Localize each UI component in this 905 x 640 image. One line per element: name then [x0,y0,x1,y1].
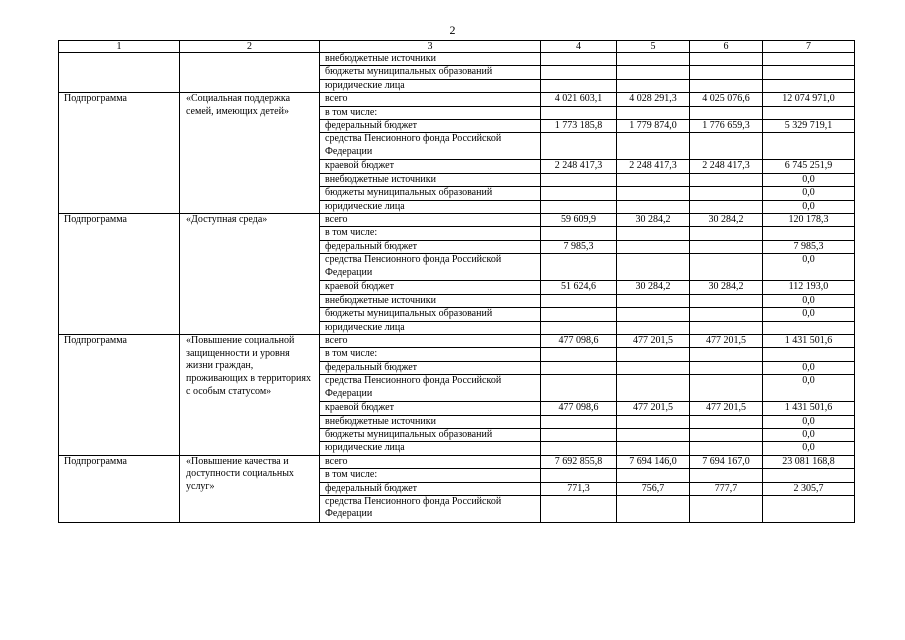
year2-value-cell [617,106,690,119]
header-row [59,41,855,53]
year1-value-cell [541,495,617,522]
year1-value-cell [541,308,617,321]
funding-source-cell: средства Пенсионного фонда Российской Федерации [320,254,541,281]
page-number: 2 [449,23,456,37]
total-value-cell: 0,0 [763,200,855,213]
year3-value-cell: 2 248 417,3 [690,160,763,173]
year1-value-cell: 51 624,6 [541,281,617,294]
year2-value-cell [617,428,690,441]
year3-value-cell [690,308,763,321]
header-cell: 6 [690,41,763,53]
year1-value-cell [541,79,617,92]
funding-source-cell: бюджеты муниципальных образований [320,428,541,441]
year1-value-cell [541,469,617,482]
year2-value-cell [617,200,690,213]
year3-value-cell [690,133,763,160]
subprogram-type-cell: Подпрограмма [59,214,180,335]
year2-value-cell: 2 248 417,3 [617,160,690,173]
total-value-cell [763,321,855,334]
year2-value-cell [617,53,690,66]
funding-source-cell: внебюджетные источники [320,294,541,307]
funding-source-cell: бюджеты муниципальных образований [320,187,541,200]
subprogram-type-cell [59,79,180,92]
year2-value-cell [617,227,690,240]
header-cell: 7 [763,41,855,53]
year1-value-cell [541,348,617,361]
header-cell: 4 [541,41,617,53]
funding-source-cell: всего [320,455,541,468]
funding-source-cell: всего [320,334,541,347]
funding-source-cell: краевой бюджет [320,402,541,415]
year1-value-cell [541,361,617,374]
total-value-cell [763,66,855,79]
funding-source-cell: внебюджетные источники [320,53,541,66]
total-value-cell [763,79,855,92]
funding-source-cell: всего [320,93,541,106]
year1-value-cell [541,428,617,441]
year2-value-cell: 477 201,5 [617,334,690,347]
total-value-cell: 0,0 [763,415,855,428]
total-value-cell: 0,0 [763,375,855,402]
funding-source-cell: юридические лица [320,321,541,334]
year3-value-cell [690,79,763,92]
total-value-cell: 1 431 501,6 [763,402,855,415]
funding-source-cell: юридические лица [320,442,541,455]
year3-value-cell [690,240,763,253]
table-row [59,214,855,227]
year2-value-cell [617,133,690,160]
year1-value-cell: 7 692 855,8 [541,455,617,468]
year3-value-cell: 7 694 167,0 [690,455,763,468]
year2-value-cell [617,254,690,281]
year3-value-cell [690,294,763,307]
year1-value-cell [541,53,617,66]
year2-value-cell: 30 284,2 [617,281,690,294]
year2-value-cell [617,361,690,374]
year3-value-cell [690,227,763,240]
year1-value-cell: 7 985,3 [541,240,617,253]
funding-source-cell: средства Пенсионного фонда Российской Федерации [320,495,541,522]
funding-source-cell: бюджеты муниципальных образований [320,66,541,79]
subprogram-type-cell: Подпрограмма [59,93,180,214]
year1-value-cell [541,173,617,186]
year1-value-cell [541,254,617,281]
funding-source-cell: федеральный бюджет [320,240,541,253]
year1-value-cell: 2 248 417,3 [541,160,617,173]
total-value-cell: 120 178,3 [763,214,855,227]
year1-value-cell [541,200,617,213]
year2-value-cell [617,66,690,79]
total-value-cell [763,469,855,482]
subprogram-type-cell: Подпрограмма [59,455,180,522]
year2-value-cell: 7 694 146,0 [617,455,690,468]
subprogram-name-cell: «Социальная поддержка семей, имеющих детей» [180,93,320,214]
year2-value-cell: 756,7 [617,482,690,495]
table-body [59,53,855,523]
funding-source-cell: в том числе: [320,227,541,240]
funding-source-cell: краевой бюджет [320,160,541,173]
year1-value-cell [541,187,617,200]
subprogram-name-cell [180,79,320,92]
funding-source-cell: внебюджетные источники [320,173,541,186]
year1-value-cell: 1 773 185,8 [541,120,617,133]
year3-value-cell: 477 201,5 [690,402,763,415]
year1-value-cell [541,227,617,240]
total-value-cell: 12 074 971,0 [763,93,855,106]
total-value-cell: 0,0 [763,428,855,441]
table-row [59,93,855,106]
total-value-cell: 0,0 [763,294,855,307]
year2-value-cell: 1 779 874,0 [617,120,690,133]
year1-value-cell: 59 609,9 [541,214,617,227]
year1-value-cell: 477 098,6 [541,402,617,415]
total-value-cell: 2 305,7 [763,482,855,495]
year3-value-cell: 1 776 659,3 [690,120,763,133]
year3-value-cell [690,53,763,66]
year1-value-cell [541,415,617,428]
subprogram-name-cell [180,53,320,66]
total-value-cell [763,133,855,160]
year3-value-cell [690,254,763,281]
funding-source-cell: юридические лица [320,200,541,213]
year2-value-cell: 477 201,5 [617,402,690,415]
year1-value-cell: 771,3 [541,482,617,495]
year3-value-cell [690,495,763,522]
total-value-cell: 0,0 [763,308,855,321]
year2-value-cell [617,469,690,482]
year2-value-cell [617,308,690,321]
funding-source-cell: в том числе: [320,106,541,119]
total-value-cell: 0,0 [763,361,855,374]
year2-value-cell [617,442,690,455]
funding-source-cell: федеральный бюджет [320,361,541,374]
year1-value-cell [541,66,617,79]
total-value-cell: 1 431 501,6 [763,334,855,347]
year3-value-cell [690,200,763,213]
subprogram-name-cell [180,66,320,79]
year2-value-cell [617,187,690,200]
year3-value-cell [690,361,763,374]
year3-value-cell: 4 025 076,6 [690,93,763,106]
year2-value-cell [617,294,690,307]
total-value-cell [763,106,855,119]
total-value-cell: 5 329 719,1 [763,120,855,133]
table-header [59,41,855,53]
funding-source-cell: внебюджетные источники [320,415,541,428]
year2-value-cell: 4 028 291,3 [617,93,690,106]
year1-value-cell: 4 021 603,1 [541,93,617,106]
funding-source-cell: в том числе: [320,348,541,361]
funding-source-cell: юридические лица [320,79,541,92]
year2-value-cell: 30 284,2 [617,214,690,227]
total-value-cell: 0,0 [763,442,855,455]
year3-value-cell [690,415,763,428]
year3-value-cell: 30 284,2 [690,214,763,227]
total-value-cell: 0,0 [763,187,855,200]
header-cell: 5 [617,41,690,53]
year3-value-cell [690,106,763,119]
funding-source-cell: в том числе: [320,469,541,482]
year3-value-cell [690,348,763,361]
funding-source-cell: краевой бюджет [320,281,541,294]
year3-value-cell [690,173,763,186]
total-value-cell: 7 985,3 [763,240,855,253]
year3-value-cell [690,442,763,455]
total-value-cell [763,495,855,522]
year2-value-cell [617,79,690,92]
year2-value-cell [617,375,690,402]
subprogram-type-cell [59,66,180,79]
subprogram-name-cell: «Повышение социальной защищенности и уровня жизни граждан, проживающих в территориях с особым статусом» [180,334,320,455]
header-cell: 2 [180,41,320,53]
subprogram-type-cell [59,53,180,66]
year3-value-cell: 30 284,2 [690,281,763,294]
year2-value-cell [617,348,690,361]
funding-source-cell: средства Пенсионного фонда Российской Федерации [320,133,541,160]
funding-source-cell: средства Пенсионного фонда Российской Федерации [320,375,541,402]
total-value-cell [763,53,855,66]
year3-value-cell [690,469,763,482]
total-value-cell [763,348,855,361]
total-value-cell: 112 193,0 [763,281,855,294]
table-row [59,455,855,468]
year2-value-cell [617,321,690,334]
year2-value-cell [617,173,690,186]
year2-value-cell [617,415,690,428]
funding-source-cell: федеральный бюджет [320,482,541,495]
subprogram-name-cell: «Повышение качества и доступности социальных услуг» [180,455,320,522]
funding-source-cell: федеральный бюджет [320,120,541,133]
table-row [59,79,855,92]
table-row [59,53,855,66]
total-value-cell: 0,0 [763,254,855,281]
total-value-cell [763,227,855,240]
year1-value-cell: 477 098,6 [541,334,617,347]
budget-table [58,40,855,523]
total-value-cell: 0,0 [763,173,855,186]
total-value-cell: 23 081 168,8 [763,455,855,468]
year3-value-cell [690,375,763,402]
year3-value-cell [690,187,763,200]
year1-value-cell [541,133,617,160]
header-cell: 1 [59,41,180,53]
year1-value-cell [541,294,617,307]
year1-value-cell [541,375,617,402]
year3-value-cell: 477 201,5 [690,334,763,347]
subprogram-name-cell: «Доступная среда» [180,214,320,335]
year1-value-cell [541,442,617,455]
subprogram-type-cell: Подпрограмма [59,334,180,455]
year3-value-cell [690,66,763,79]
year2-value-cell [617,495,690,522]
funding-source-cell: всего [320,214,541,227]
year2-value-cell [617,240,690,253]
header-cell: 3 [320,41,541,53]
year1-value-cell [541,106,617,119]
funding-source-cell: бюджеты муниципальных образований [320,308,541,321]
year3-value-cell [690,321,763,334]
year3-value-cell [690,428,763,441]
table-row [59,334,855,347]
total-value-cell: 6 745 251,9 [763,160,855,173]
year1-value-cell [541,321,617,334]
year3-value-cell: 777,7 [690,482,763,495]
table-row [59,66,855,79]
